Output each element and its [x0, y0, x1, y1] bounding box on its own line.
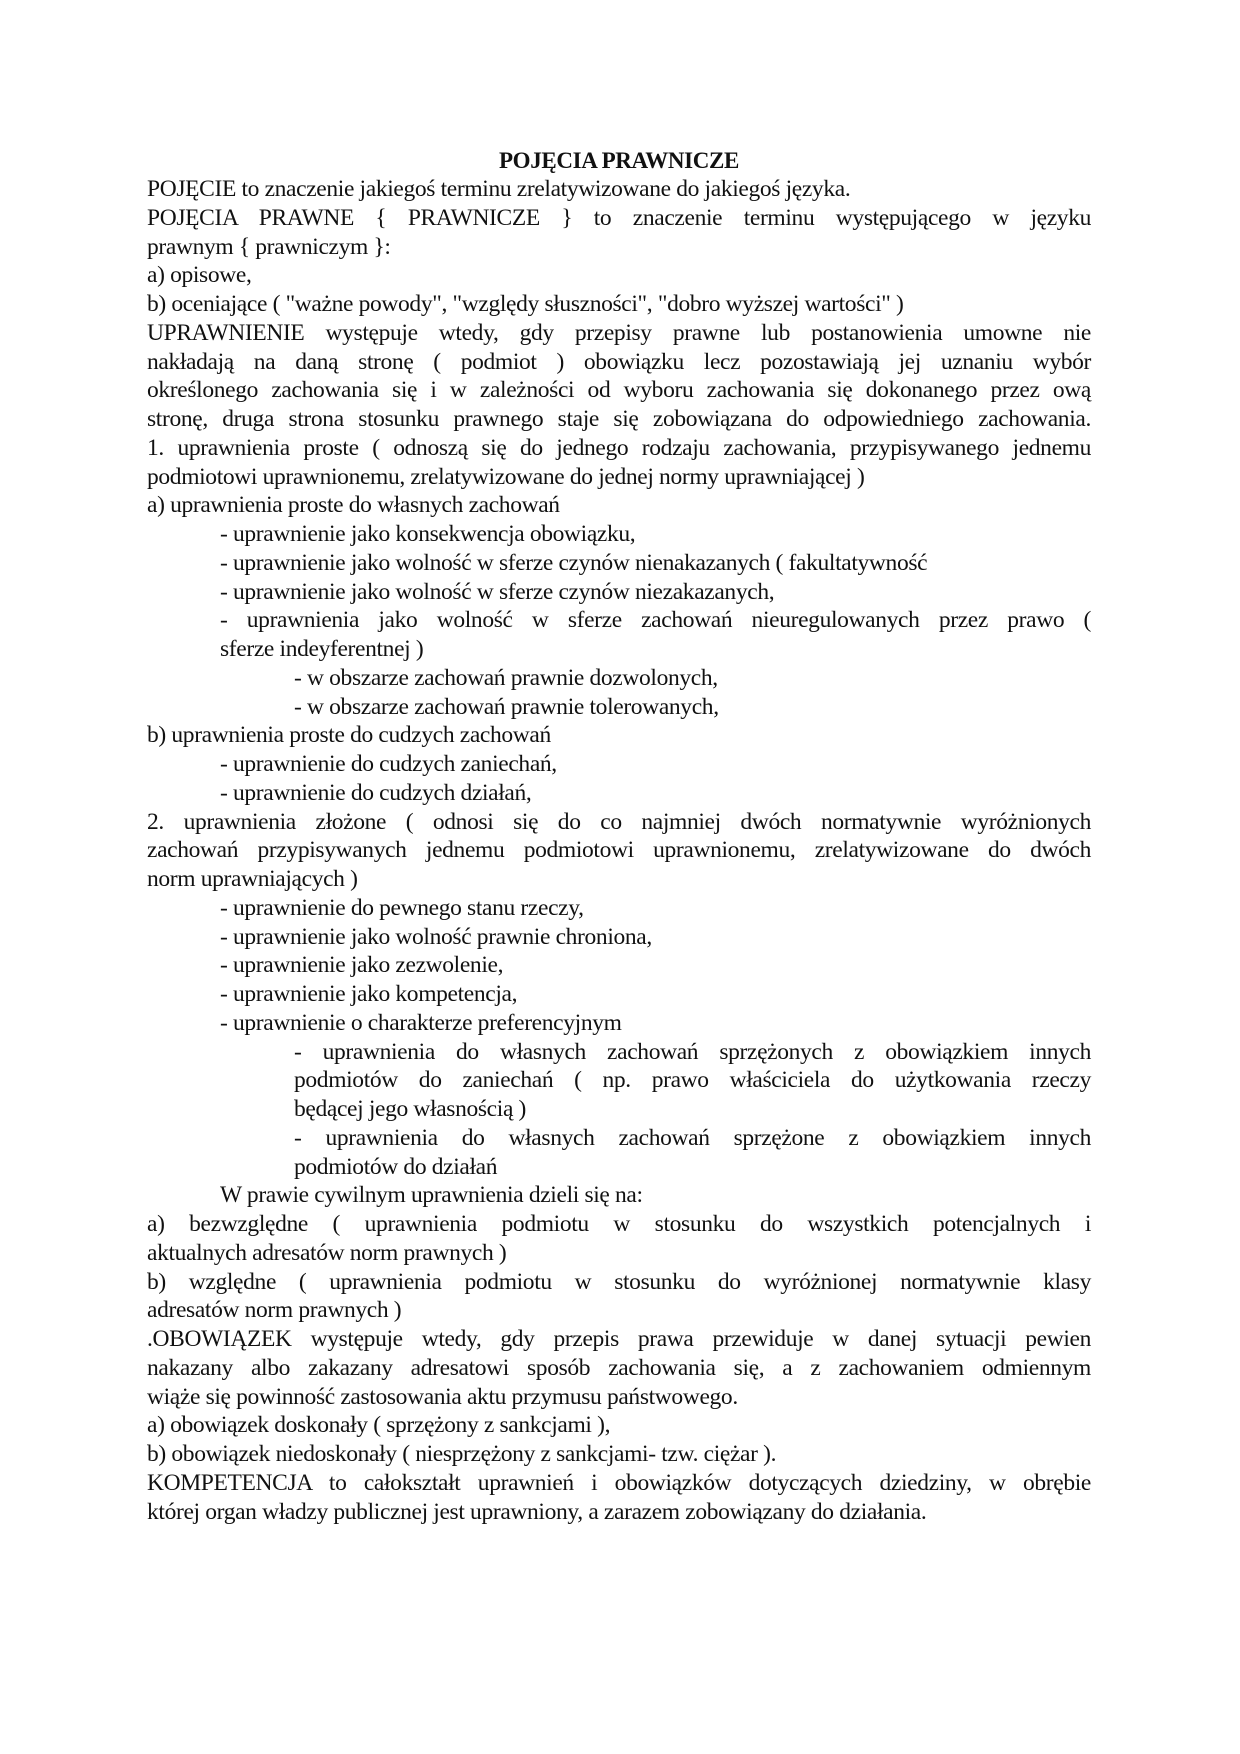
text-line: b) względne ( uprawnienia podmiotu w stosunku do wyróżnionej normatywnie klasy	[147, 1268, 1091, 1295]
text-line: b) obowiązek niedoskonały ( niesprzężony z sankcjami- tzw. ciężar ).	[147, 1441, 777, 1467]
text-line: POJĘCIE to znaczenie jakiegoś terminu zrelatywizowane do jakiegoś języka.	[147, 176, 851, 202]
text-line: - uprawnienie do pewnego stanu rzeczy,	[220, 894, 584, 921]
text-line: - uprawnienie jako zezwolenie,	[220, 952, 504, 979]
text-line: adresatów norm prawnych )	[147, 1297, 402, 1324]
text-line: której organ władzy publicznej jest uprawniony, a zarazem zobowiązany do działania.	[147, 1498, 927, 1525]
document-title: POJĘCIA PRAWNICZE	[498, 148, 740, 173]
text-line: podmiotów do zaniechań ( np. prawo właściciela do użytkowania rzeczy	[294, 1067, 1091, 1094]
text-line: a) obowiązek doskonały ( sprzężony z sankcjami ),	[147, 1412, 611, 1439]
text-line: aktualnych adresatów norm prawnych )	[147, 1239, 507, 1266]
text-line: podmiotów do działań	[294, 1153, 498, 1180]
text-line: - uprawnienie do cudzych zaniechań,	[220, 751, 557, 777]
text-line: - uprawnienie jako wolność w sferze czynów niezakazanych,	[220, 578, 775, 605]
text-line: b) oceniające ( "ważne powody", "względy słuszności", "dobro wyższej wartości" )	[147, 291, 904, 317]
text-line: - uprawnienia jako wolność w sferze zachowań nieuregulowanych przez prawo (	[220, 607, 1091, 634]
text-line: prawnym { prawniczym }:	[147, 233, 391, 260]
text-line: będącej jego własnością )	[294, 1096, 527, 1122]
text-line: UPRAWNIENIE występuje wtedy, gdy przepisy prawne lub postanowienia umowne nie	[147, 319, 1091, 346]
text-line: 1. uprawnienia proste ( odnoszą się do jednego rodzaju zachowania, przypisywanego jednemu	[147, 434, 1091, 461]
text-line: wiąże się powinność zastosowania aktu przymusu państwowego.	[147, 1383, 738, 1410]
text-line: - uprawnienia do własnych zachowań sprzężonych z obowiązkiem innych	[294, 1038, 1091, 1065]
text-line: b) uprawnienia proste do cudzych zachowań	[147, 722, 551, 749]
text-line: - uprawnienie jako wolność prawnie chroniona,	[220, 923, 652, 950]
text-line: - w obszarze zachowań prawnie tolerowanych,	[294, 693, 719, 720]
text-line: - w obszarze zachowań prawnie dozwolonych,	[294, 664, 718, 691]
text-line: KOMPETENCJA to całokształt uprawnień i obowiązków dotyczących dziedziny, w obrębie	[147, 1469, 1091, 1496]
text-line: określonego zachowania się i w zależności od wyboru zachowania się dokonanego przez ową	[147, 377, 1091, 404]
text-line: podmiotowi uprawnionemu, zrelatywizowane do jednej normy uprawniającej )	[147, 463, 865, 490]
text-line: - uprawnienie do cudzych działań,	[220, 779, 532, 806]
text-line: 2. uprawnienia złożone ( odnosi się do co najmniej dwóch normatywnie wyróżnionych	[147, 808, 1091, 835]
text-line: POJĘCIA PRAWNE { PRAWNICZE } to znaczenie terminu występującego w języku	[147, 204, 1091, 231]
text-line: zachowań przypisywanych jednemu podmiotowi uprawnionemu, zrelatywizowane do dwóch	[147, 837, 1091, 864]
text-line: norm uprawniających )	[147, 866, 358, 892]
text-line: a) opisowe,	[147, 262, 252, 289]
text-line: sferze indeyferentnej )	[220, 636, 424, 662]
document-page	[147, 146, 1091, 1526]
document-body	[147, 175, 1091, 1526]
text-line: - uprawnienie jako wolność w sferze czynów nienakazanych ( fakultatywność	[220, 549, 928, 576]
text-line: - uprawnienie jako kompetencja,	[220, 981, 518, 1007]
text-line: - uprawnienia do własnych zachowań sprzężone z obowiązkiem innych	[294, 1124, 1091, 1151]
text-line: .OBOWIĄZEK występuje wtedy, gdy przepis prawa przewiduje w danej sytuacji pewien	[147, 1326, 1091, 1352]
text-line: - uprawnienie o charakterze preferencyjnym	[220, 1009, 622, 1036]
text-line: nakazany albo zakazany adresatowi sposób zachowania się, a z zachowaniem odmiennym	[147, 1354, 1091, 1381]
text-line: a) bezwzględne ( uprawnienia podmiotu w stosunku do wszystkich potencjalnych i	[147, 1211, 1091, 1237]
text-line: a) uprawnienia proste do własnych zachowań	[147, 492, 560, 519]
text-line: nakładają na daną stronę ( podmiot ) obowiązku lecz pozostawiają jej uznaniu wybór	[147, 348, 1091, 375]
text-line: W prawie cywilnym uprawnienia dzieli się na:	[220, 1182, 643, 1209]
text-line: - uprawnienie jako konsekwencja obowiązku,	[220, 521, 636, 547]
text-line: stronę, druga strona stosunku prawnego staje się zobowiązana do odpowiedniego zachowania.	[147, 406, 1091, 432]
